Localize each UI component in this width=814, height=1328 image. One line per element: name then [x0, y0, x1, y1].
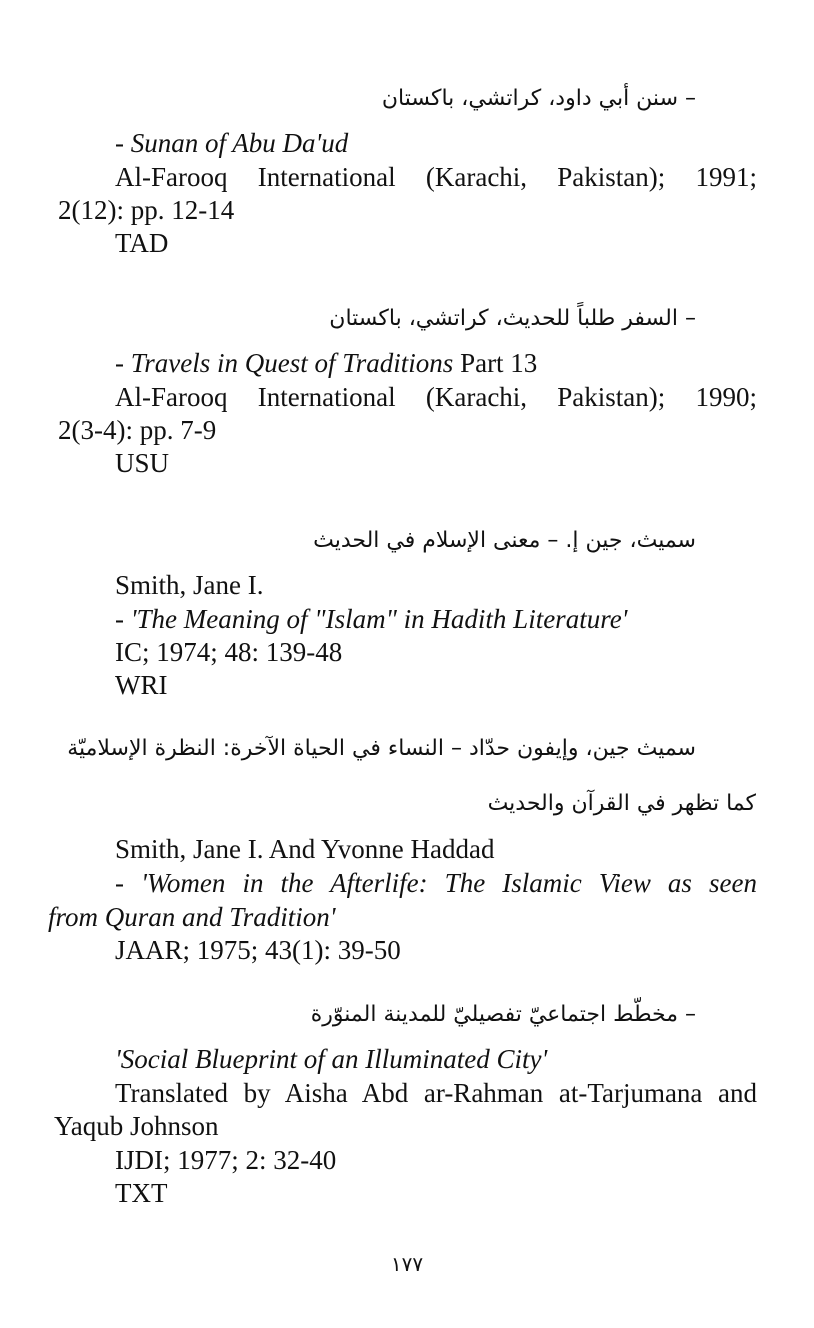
entry-publication: JAAR; 1975; 43(1): 39-50 — [115, 935, 401, 965]
entry-arabic-title: سميث جين، وإيفون حدّاد – النساء في الحياة الآخرة: النظرة الإسلاميّة — [67, 736, 696, 761]
entry-author: Smith, Jane I. — [115, 570, 264, 600]
entry-translator-continued: Yaqub Johnson — [54, 1111, 219, 1141]
entry-author: Smith, Jane I. And Yvonne Haddad — [115, 834, 495, 864]
entry-arabic-title: – السفر طلباً للحديث، كراتشي، باكستان — [329, 306, 696, 331]
entry-code: WRI — [115, 670, 168, 700]
entry-arabic-title: – سنن أبي داود، كراتشي، باكستان — [381, 86, 696, 111]
entry-translator: Translated by Aisha Abd ar-Rahman at-Tarjumana and — [115, 1078, 757, 1108]
entry-title: - Travels in Quest of Traditions Part 13 — [115, 348, 538, 378]
entry-code: TAD — [115, 228, 169, 258]
entry-publisher: Al-Farooq International (Karachi, Pakistan); 1990; — [115, 382, 757, 412]
entry-publisher: Al-Farooq International (Karachi, Pakistan); 1991; — [115, 162, 757, 192]
page-number: ١٧٧ — [390, 1252, 424, 1276]
entry-issue: 2(12): pp. 12-14 — [58, 195, 235, 225]
entry-issue: 2(3-4): pp. 7-9 — [58, 415, 217, 445]
entry-title: - Sunan of Abu Da'ud — [115, 128, 349, 158]
entry-title-continued: from Quran and Tradition' — [48, 902, 336, 932]
entry-code: TXT — [115, 1178, 168, 1208]
entry-title: - 'The Meaning of "Islam" in Hadith Literature' — [115, 604, 628, 634]
entry-code: USU — [115, 448, 170, 478]
entry-arabic-title: سميث، جين إ. – معنى الإسلام في الحديث — [313, 528, 696, 553]
entry-arabic-title: – مخطّط اجتماعيّ تفصيليّ للمدينة المنوّرة — [310, 1002, 696, 1027]
entry-title: 'Social Blueprint of an Illuminated City' — [115, 1044, 548, 1074]
entry-arabic-title-continued: كما تظهر في القرآن والحديث — [487, 791, 756, 816]
entry-publication: IJDI; 1977; 2: 32-40 — [115, 1145, 337, 1175]
entry-publication: IC; 1974; 48: 139-48 — [115, 637, 343, 667]
entry-title: - 'Women in the Afterlife: The Islamic View as seen — [115, 868, 757, 898]
